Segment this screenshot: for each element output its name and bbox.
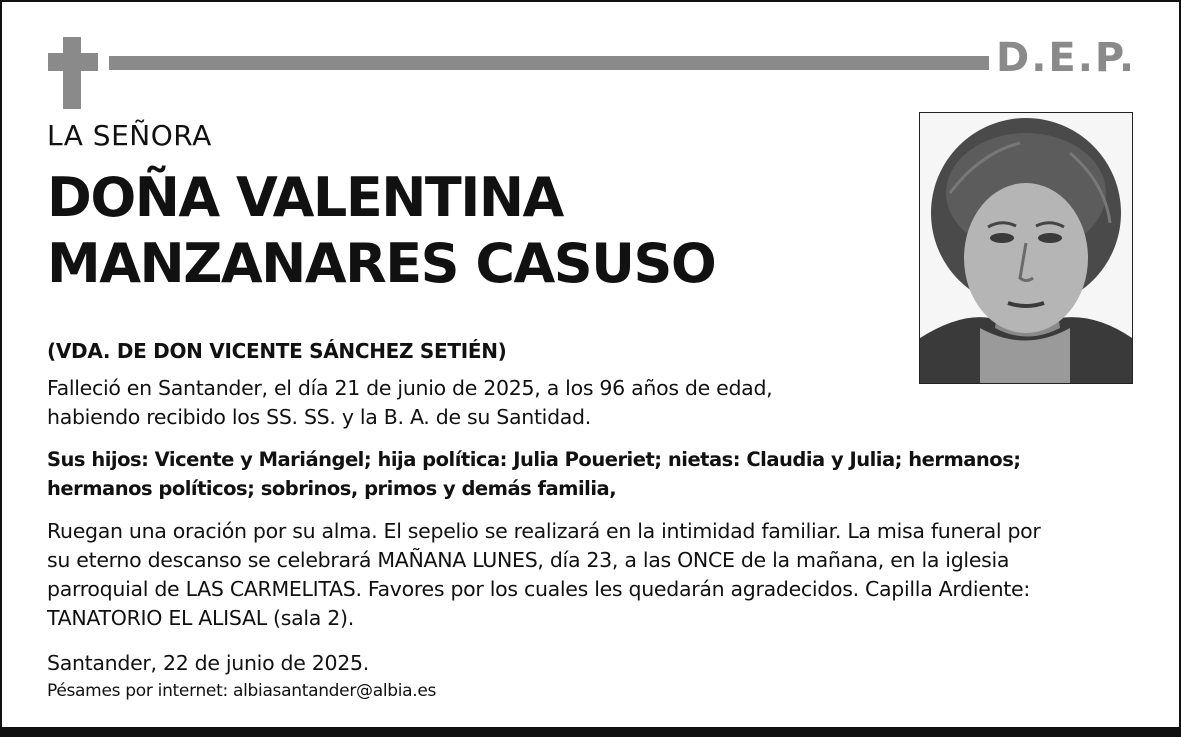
widow-subtitle: (VDA. DE DON VICENTE SÁNCHEZ SETIÉN) (47, 339, 507, 363)
deceased-name (47, 165, 715, 297)
deceased-portrait (919, 112, 1133, 384)
death-notice-line: habiendo recibido los SS. SS. y la B. A. de su Santidad. (47, 405, 591, 429)
family-line: hermanos políticos; sobrinos, primos y demás familia, (47, 477, 617, 500)
title-prefix: LA SEÑORA (47, 119, 212, 152)
bottom-rule (0, 727, 1181, 737)
place-date: Santander, 22 de junio de 2025. (47, 651, 369, 675)
deceased-name-line1: DOÑA VALENTINA (47, 166, 563, 229)
request-line: su eterno descanso se celebrará MAÑANA LUNES, día 23, a las ONCE de la mañana, en la iglesia (47, 548, 1010, 572)
portrait-image (920, 113, 1132, 383)
request-line: Ruegan una oración por su alma. El sepelio se realizará en la intimidad familiar. La misa funeral por (47, 519, 1041, 543)
death-notice (47, 374, 772, 432)
funeral-request (47, 517, 1041, 633)
header-rule (109, 56, 989, 70)
family-list (47, 445, 1021, 503)
family-line: Sus hijos: Vicente y Mariángel; hija política: Julia Poueriet; nietas: Claudia y Julia; hermanos; (47, 448, 1021, 471)
request-line: parroquial de LAS CARMELITAS. Favores por los cuales les quedarán agradecidos. Capilla Ardiente: (47, 577, 1030, 601)
condolences-line: Pésames por internet: albiasantander@albia.es (47, 681, 437, 701)
request-line: TANATORIO EL ALISAL (sala 2). (47, 606, 354, 630)
cross-icon-bar (48, 53, 98, 71)
dep-label: D.E.P. (996, 35, 1137, 81)
cross-icon (63, 37, 81, 109)
deceased-name-line2: MANZANARES CASUSO (47, 232, 716, 295)
death-notice-line: Falleció en Santander, el día 21 de junio de 2025, a los 96 años de edad, (47, 376, 773, 400)
